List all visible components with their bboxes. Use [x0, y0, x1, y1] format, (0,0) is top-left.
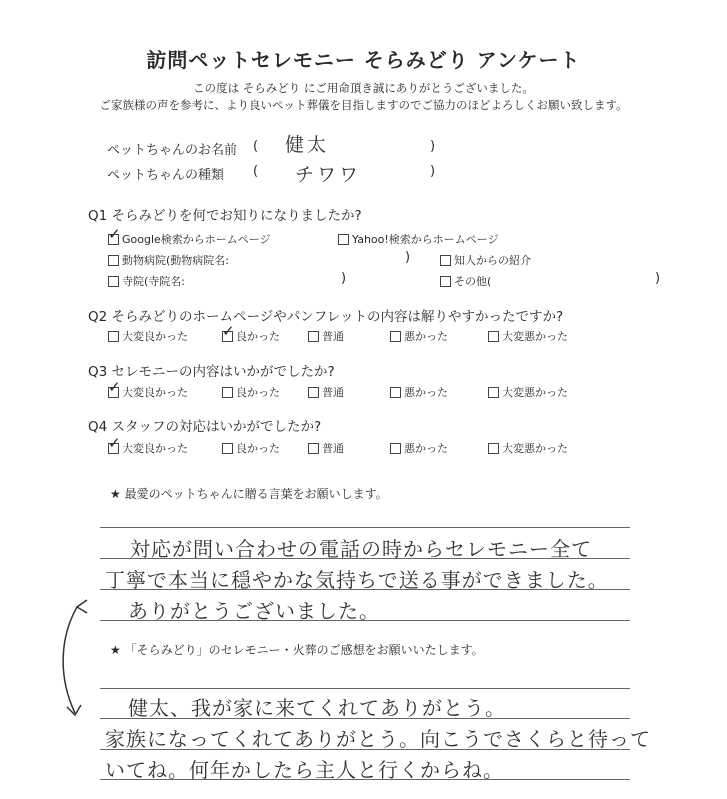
option-label: 良かった: [236, 330, 280, 343]
option-label: 普通: [322, 442, 344, 455]
checkbox[interactable]: [108, 276, 119, 287]
option-label: 知人からの紹介: [454, 254, 531, 267]
checkbox[interactable]: [488, 331, 499, 342]
handwritten-arrow-icon: [55, 595, 95, 725]
q1-option-vet[interactable]: [108, 252, 229, 268]
checkbox[interactable]: [308, 443, 319, 454]
q4-option-bad[interactable]: [390, 440, 448, 456]
q2-option-normal[interactable]: [308, 328, 344, 344]
pet-type-paren-close: ): [430, 164, 436, 179]
pet-name-value[interactable]: 健太: [285, 134, 330, 156]
q4-option-very-bad[interactable]: [488, 440, 568, 456]
option-label: Google検索からホームページ: [122, 233, 271, 246]
option-label: 大変良かった: [122, 442, 188, 455]
checkbox[interactable]: [108, 331, 119, 342]
q1-option-temple[interactable]: [108, 273, 185, 289]
pet-name-paren-close: ): [430, 139, 436, 154]
pet-type-label: ペットちゃんの種類: [107, 168, 225, 183]
intro-line-2: ご家族様の声を参考に、より良いペット葬儀を目指しますのでご協力のほどよろしくお願い致します。: [99, 98, 628, 112]
checkbox[interactable]: [308, 331, 319, 342]
survey-title: 訪問ペットセレモニー そらみどり アンケート: [146, 48, 581, 72]
message-line-3[interactable]: ありがとうございました。: [128, 599, 380, 623]
q1-option-friend[interactable]: [440, 252, 531, 268]
option-label: 普通: [322, 330, 344, 343]
q3-option-very-good[interactable]: [108, 377, 188, 400]
option-label: 良かった: [236, 442, 280, 455]
q2-option-good[interactable]: [222, 321, 280, 344]
checkbox[interactable]: [222, 321, 235, 342]
q1-option-yahoo[interactable]: [338, 231, 499, 247]
q4-option-very-good[interactable]: [108, 433, 188, 456]
checkbox[interactable]: [390, 387, 401, 398]
checkbox[interactable]: [488, 443, 499, 454]
message-line-1[interactable]: 対応が問い合わせの電話の時からセレモニー全て: [130, 537, 592, 561]
checkbox[interactable]: [108, 377, 121, 398]
impressions-heading: ★ 「そらみどり」のセレモニー・火葬のご感想をお願いいたします。: [110, 643, 484, 657]
checkbox[interactable]: [390, 331, 401, 342]
q1-vet-paren-close: ): [405, 250, 411, 265]
impressions-line-2[interactable]: 家族になってくれてありがとう。向こうでさくらと待って: [105, 727, 651, 751]
option-label: 大変良かった: [122, 386, 188, 399]
q3-option-good[interactable]: [222, 384, 280, 400]
option-label: 普通: [322, 386, 344, 399]
pet-type-paren-open: (: [253, 164, 259, 179]
check-mark-icon: ✓: [222, 321, 235, 340]
option-label: 良かった: [236, 386, 280, 399]
option-label: 悪かった: [404, 330, 448, 343]
q1-title: Q1 そらみどりを何でお知りになりましたか?: [88, 208, 362, 224]
rule-line: [100, 527, 630, 528]
checkbox[interactable]: [222, 443, 233, 454]
pet-name-paren-open: (: [253, 139, 259, 154]
option-label: 動物病院(動物病院名:: [122, 254, 229, 267]
q3-option-bad[interactable]: [390, 384, 448, 400]
option-label: その他(: [454, 275, 492, 288]
option-label: 悪かった: [404, 442, 448, 455]
q4-option-normal[interactable]: [308, 440, 344, 456]
option-label: 大変良かった: [122, 330, 188, 343]
impressions-line-3[interactable]: いてね。何年かしたら主人と行くからね。: [105, 758, 504, 782]
option-label: 大変悪かった: [502, 330, 568, 343]
pet-type-value[interactable]: チワワ: [295, 164, 362, 186]
q1-temple-paren-close: ): [341, 271, 347, 286]
message-heading: ★ 最愛のペットちゃんに贈る言葉をお願いします。: [110, 487, 388, 501]
option-label: 大変悪かった: [502, 386, 568, 399]
q3-option-normal[interactable]: [308, 384, 344, 400]
option-label: 大変悪かった: [502, 442, 568, 455]
impressions-line-1[interactable]: 健太、我が家に来てくれてありがとう。: [128, 696, 506, 720]
checkbox[interactable]: [108, 255, 119, 266]
q1-other-paren-close: ): [655, 271, 661, 286]
option-label: 悪かった: [404, 386, 448, 399]
q2-option-bad[interactable]: [390, 328, 448, 344]
option-label: Yahoo!検索からホームページ: [352, 233, 499, 246]
checkbox[interactable]: [440, 276, 451, 287]
message-line-2[interactable]: 丁寧で本当に穏やかな気持ちで送る事ができました。: [105, 568, 609, 592]
q1-option-other[interactable]: [440, 273, 491, 289]
q3-option-very-bad[interactable]: [488, 384, 568, 400]
check-mark-icon: ✓: [108, 433, 121, 452]
checkbox[interactable]: [390, 443, 401, 454]
checkbox[interactable]: [440, 255, 451, 266]
q2-option-very-good[interactable]: [108, 328, 188, 344]
checkbox[interactable]: [338, 234, 349, 245]
checkbox[interactable]: [308, 387, 319, 398]
q2-title: Q2 そらみどりのホームページやパンフレットの内容は解りやすかったですか?: [88, 309, 564, 325]
checkbox[interactable]: [108, 433, 121, 454]
intro-line-1: この度は そらみどり にご用命頂き誠にありがとうございました。: [193, 81, 534, 95]
q3-title: Q3 セレモニーの内容はいかがでしたか?: [88, 364, 335, 380]
pet-name-label: ペットちゃんのお名前: [107, 143, 238, 158]
q4-option-good[interactable]: [222, 440, 280, 456]
q4-title: Q4 スタッフの対応はいかがでしたか?: [88, 419, 322, 435]
check-mark-icon: ✓: [108, 224, 121, 243]
checkbox[interactable]: [222, 387, 233, 398]
rule-line: [100, 688, 630, 689]
q2-option-very-bad[interactable]: [488, 328, 568, 344]
option-label: 寺院(寺院名:: [122, 275, 185, 288]
check-mark-icon: ✓: [108, 377, 121, 396]
checkbox[interactable]: [488, 387, 499, 398]
q1-option-google[interactable]: [108, 224, 271, 247]
checkbox[interactable]: [108, 224, 121, 245]
